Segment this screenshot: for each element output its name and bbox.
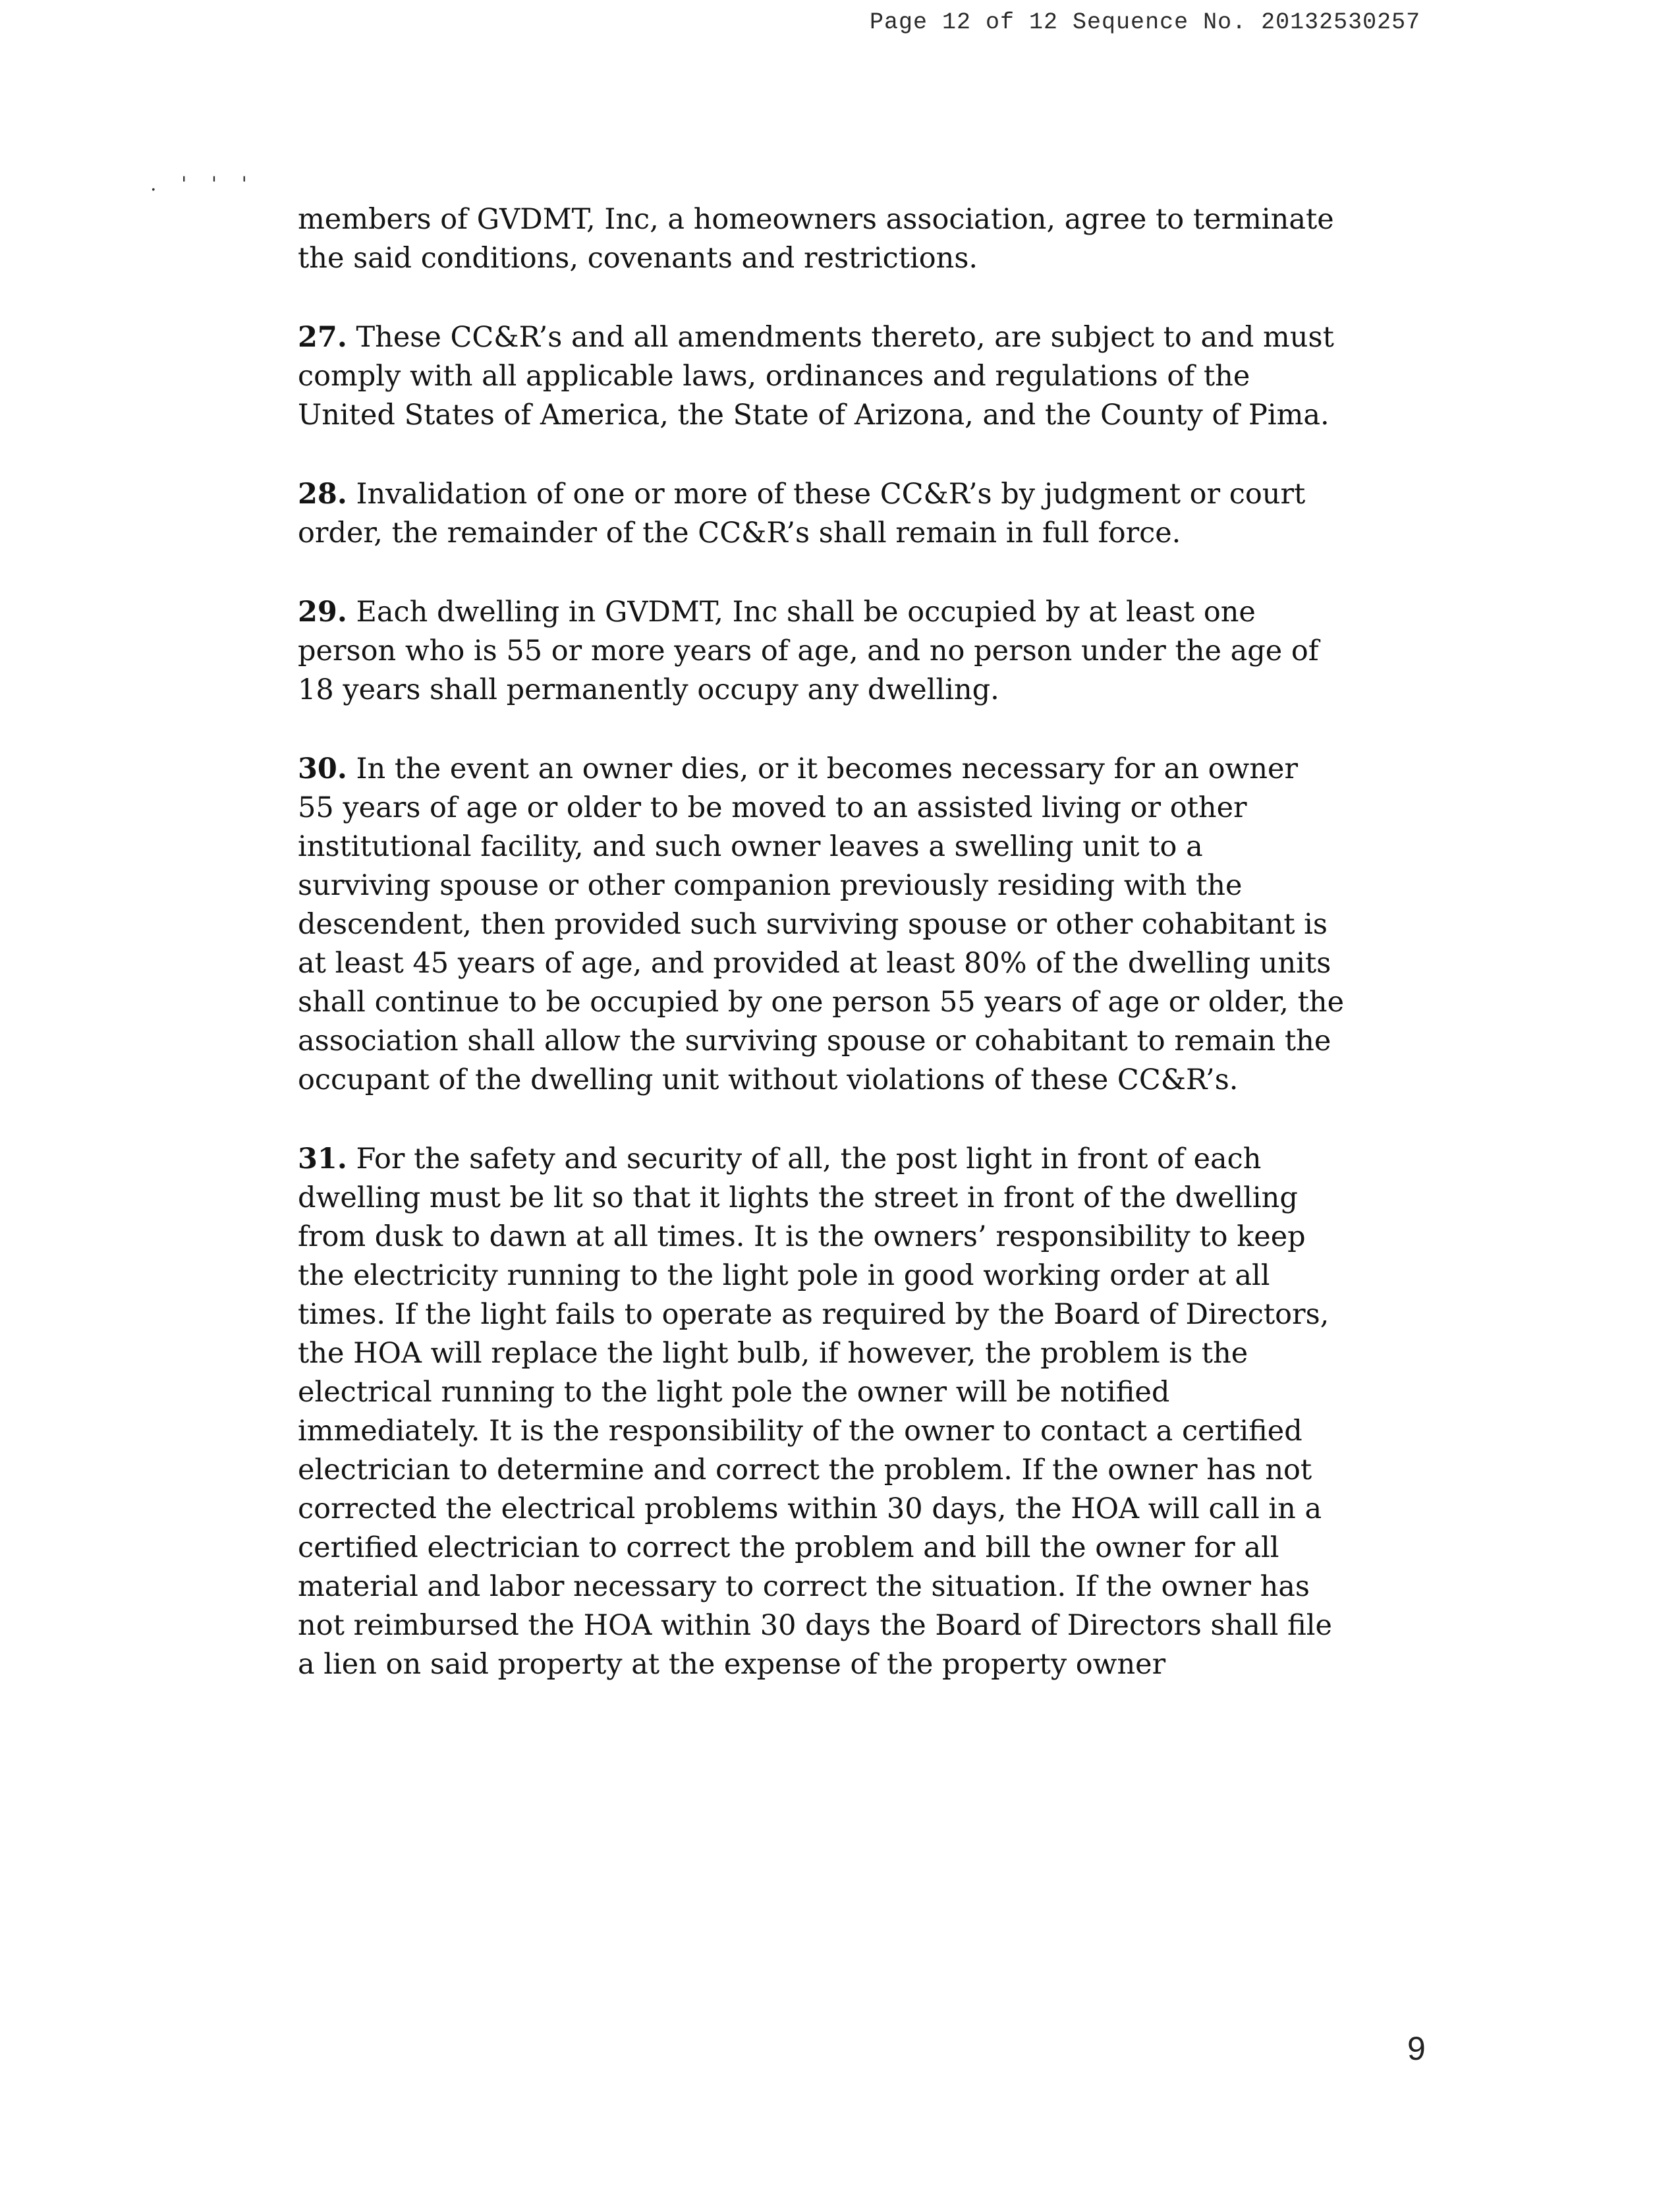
paragraph-text: members of GVDMT, Inc, a homeowners association, agree to terminate [298, 203, 1334, 236]
paragraph-line [298, 1257, 1438, 1295]
paragraph-line [298, 789, 1438, 828]
paragraph-text: descendent, then provided such surviving spouse or other cohabitant is [298, 908, 1328, 941]
paragraph-29 [298, 593, 1438, 710]
paragraph-text: Each dwelling in GVDMT, Inc shall be occupied by at least one [356, 596, 1256, 629]
paragraph-text: corrected the electrical problems within 30 days, the HOA will call in a [298, 1492, 1322, 1525]
paragraph-text: institutional facility, and such owner leaves a swelling unit to a [298, 830, 1203, 863]
paragraph-number: 31. [298, 1143, 347, 1175]
paragraph-text: at least 45 years of age, and provided at least 80% of the dwelling units [298, 947, 1331, 980]
paragraph-line [298, 1606, 1438, 1645]
paragraph-text: Invalidation of one or more of these CC&R’s by judgment or court [356, 478, 1306, 511]
paragraph-text: For the safety and security of all, the post light in front of each [356, 1143, 1262, 1175]
paragraph-line [298, 1022, 1438, 1061]
paragraph-line [298, 671, 1438, 710]
paragraph-text: the HOA will replace the light bulb, if however, the problem is the [298, 1337, 1248, 1370]
paragraph-line [298, 866, 1438, 905]
paragraph-text: not reimbursed the HOA within 30 days the Board of Directors shall file [298, 1609, 1332, 1642]
paragraph-line [298, 632, 1438, 671]
paragraph-text: These CC&R’s and all amendments thereto, are subject to and must [356, 321, 1334, 354]
paragraph-text: from dusk to dawn at all times. It is the owners’ responsibility to keep [298, 1220, 1306, 1253]
margin-marks: . ' ' ' [150, 173, 256, 196]
paragraph-text: 55 years of age or older to be moved to an assisted living or other [298, 791, 1247, 824]
paragraph-line [298, 944, 1438, 983]
paragraph-text: electrician to determine and correct the problem. If the owner has not [298, 1454, 1312, 1486]
paragraph-line [298, 1529, 1438, 1568]
paragraph-line [298, 1412, 1438, 1451]
paragraph-text: certified electrician to correct the problem and bill the owner for all [298, 1531, 1279, 1564]
paragraph-continuation [298, 200, 1438, 278]
paragraph-text: association shall allow the surviving spouse or cohabitant to remain the [298, 1025, 1331, 1058]
paragraph-line [298, 1218, 1438, 1257]
paragraph-line [298, 1295, 1438, 1334]
paragraph-text: 18 years shall permanently occupy any dwelling. [298, 673, 999, 706]
paragraph-text: In the event an owner dies, or it becomes necessary for an owner [356, 752, 1299, 785]
paragraph-text: the electricity running to the light pole in good working order at all [298, 1259, 1270, 1292]
paragraph-text: a lien on said property at the expense of the property owner [298, 1648, 1166, 1681]
paragraph-28 [298, 475, 1438, 553]
paragraph-30 [298, 750, 1438, 1100]
paragraph-line [298, 593, 1438, 632]
paragraph-line [298, 1140, 1438, 1179]
paragraph-line [298, 200, 1438, 239]
paragraph-line [298, 357, 1438, 396]
paragraph-line [298, 1451, 1438, 1490]
paragraph-line [298, 1334, 1438, 1373]
paragraph-number: 27. [298, 321, 347, 354]
paragraph-31 [298, 1140, 1438, 1684]
paragraph-text: electrical running to the light pole the owner will be notified [298, 1376, 1170, 1409]
paragraph-line [298, 396, 1438, 435]
paragraph-line [298, 514, 1438, 553]
paragraph-27 [298, 318, 1438, 435]
paragraph-number: 29. [298, 596, 347, 629]
paragraph-text: the said conditions, covenants and restrictions. [298, 242, 978, 275]
paragraph-text: comply with all applicable laws, ordinances and regulations of the [298, 360, 1250, 393]
page-header: Page 12 of 12 Sequence No. 20132530257 [870, 9, 1421, 36]
paragraph-line [298, 239, 1438, 278]
paragraph-text: person who is 55 or more years of age, and no person under the age of [298, 635, 1319, 667]
paragraph-line [298, 475, 1438, 514]
paragraph-line [298, 828, 1438, 866]
document-body [298, 200, 1438, 1724]
paragraph-text: order, the remainder of the CC&R’s shall remain in full force. [298, 517, 1181, 550]
paragraph-line [298, 983, 1438, 1022]
paragraph-text: occupant of the dwelling unit without violations of these CC&R’s. [298, 1063, 1239, 1096]
paragraph-line [298, 1061, 1438, 1100]
paragraph-text: surviving spouse or other companion previously residing with the [298, 869, 1243, 902]
paragraph-line [298, 1179, 1438, 1218]
paragraph-line [298, 1645, 1438, 1684]
paragraph-line [298, 1568, 1438, 1606]
paragraph-line [298, 318, 1438, 357]
paragraph-text: shall continue to be occupied by one person 55 years of age or older, the [298, 986, 1345, 1019]
page-number: 9 [1407, 2030, 1426, 2067]
paragraph-text: times. If the light fails to operate as required by the Board of Directors, [298, 1298, 1330, 1331]
paragraph-line [298, 1373, 1438, 1412]
paragraph-text: United States of America, the State of Arizona, and the County of Pima. [298, 399, 1330, 432]
paragraph-number: 30. [298, 752, 347, 785]
paragraph-text: immediately. It is the responsibility of the owner to contact a certified [298, 1415, 1302, 1448]
paragraph-line [298, 905, 1438, 944]
paragraph-line [298, 750, 1438, 789]
paragraph-text: dwelling must be lit so that it lights the street in front of the dwelling [298, 1181, 1298, 1214]
paragraph-text: material and labor necessary to correct the situation. If the owner has [298, 1570, 1310, 1603]
paragraph-number: 28. [298, 478, 347, 511]
paragraph-line [298, 1490, 1438, 1529]
